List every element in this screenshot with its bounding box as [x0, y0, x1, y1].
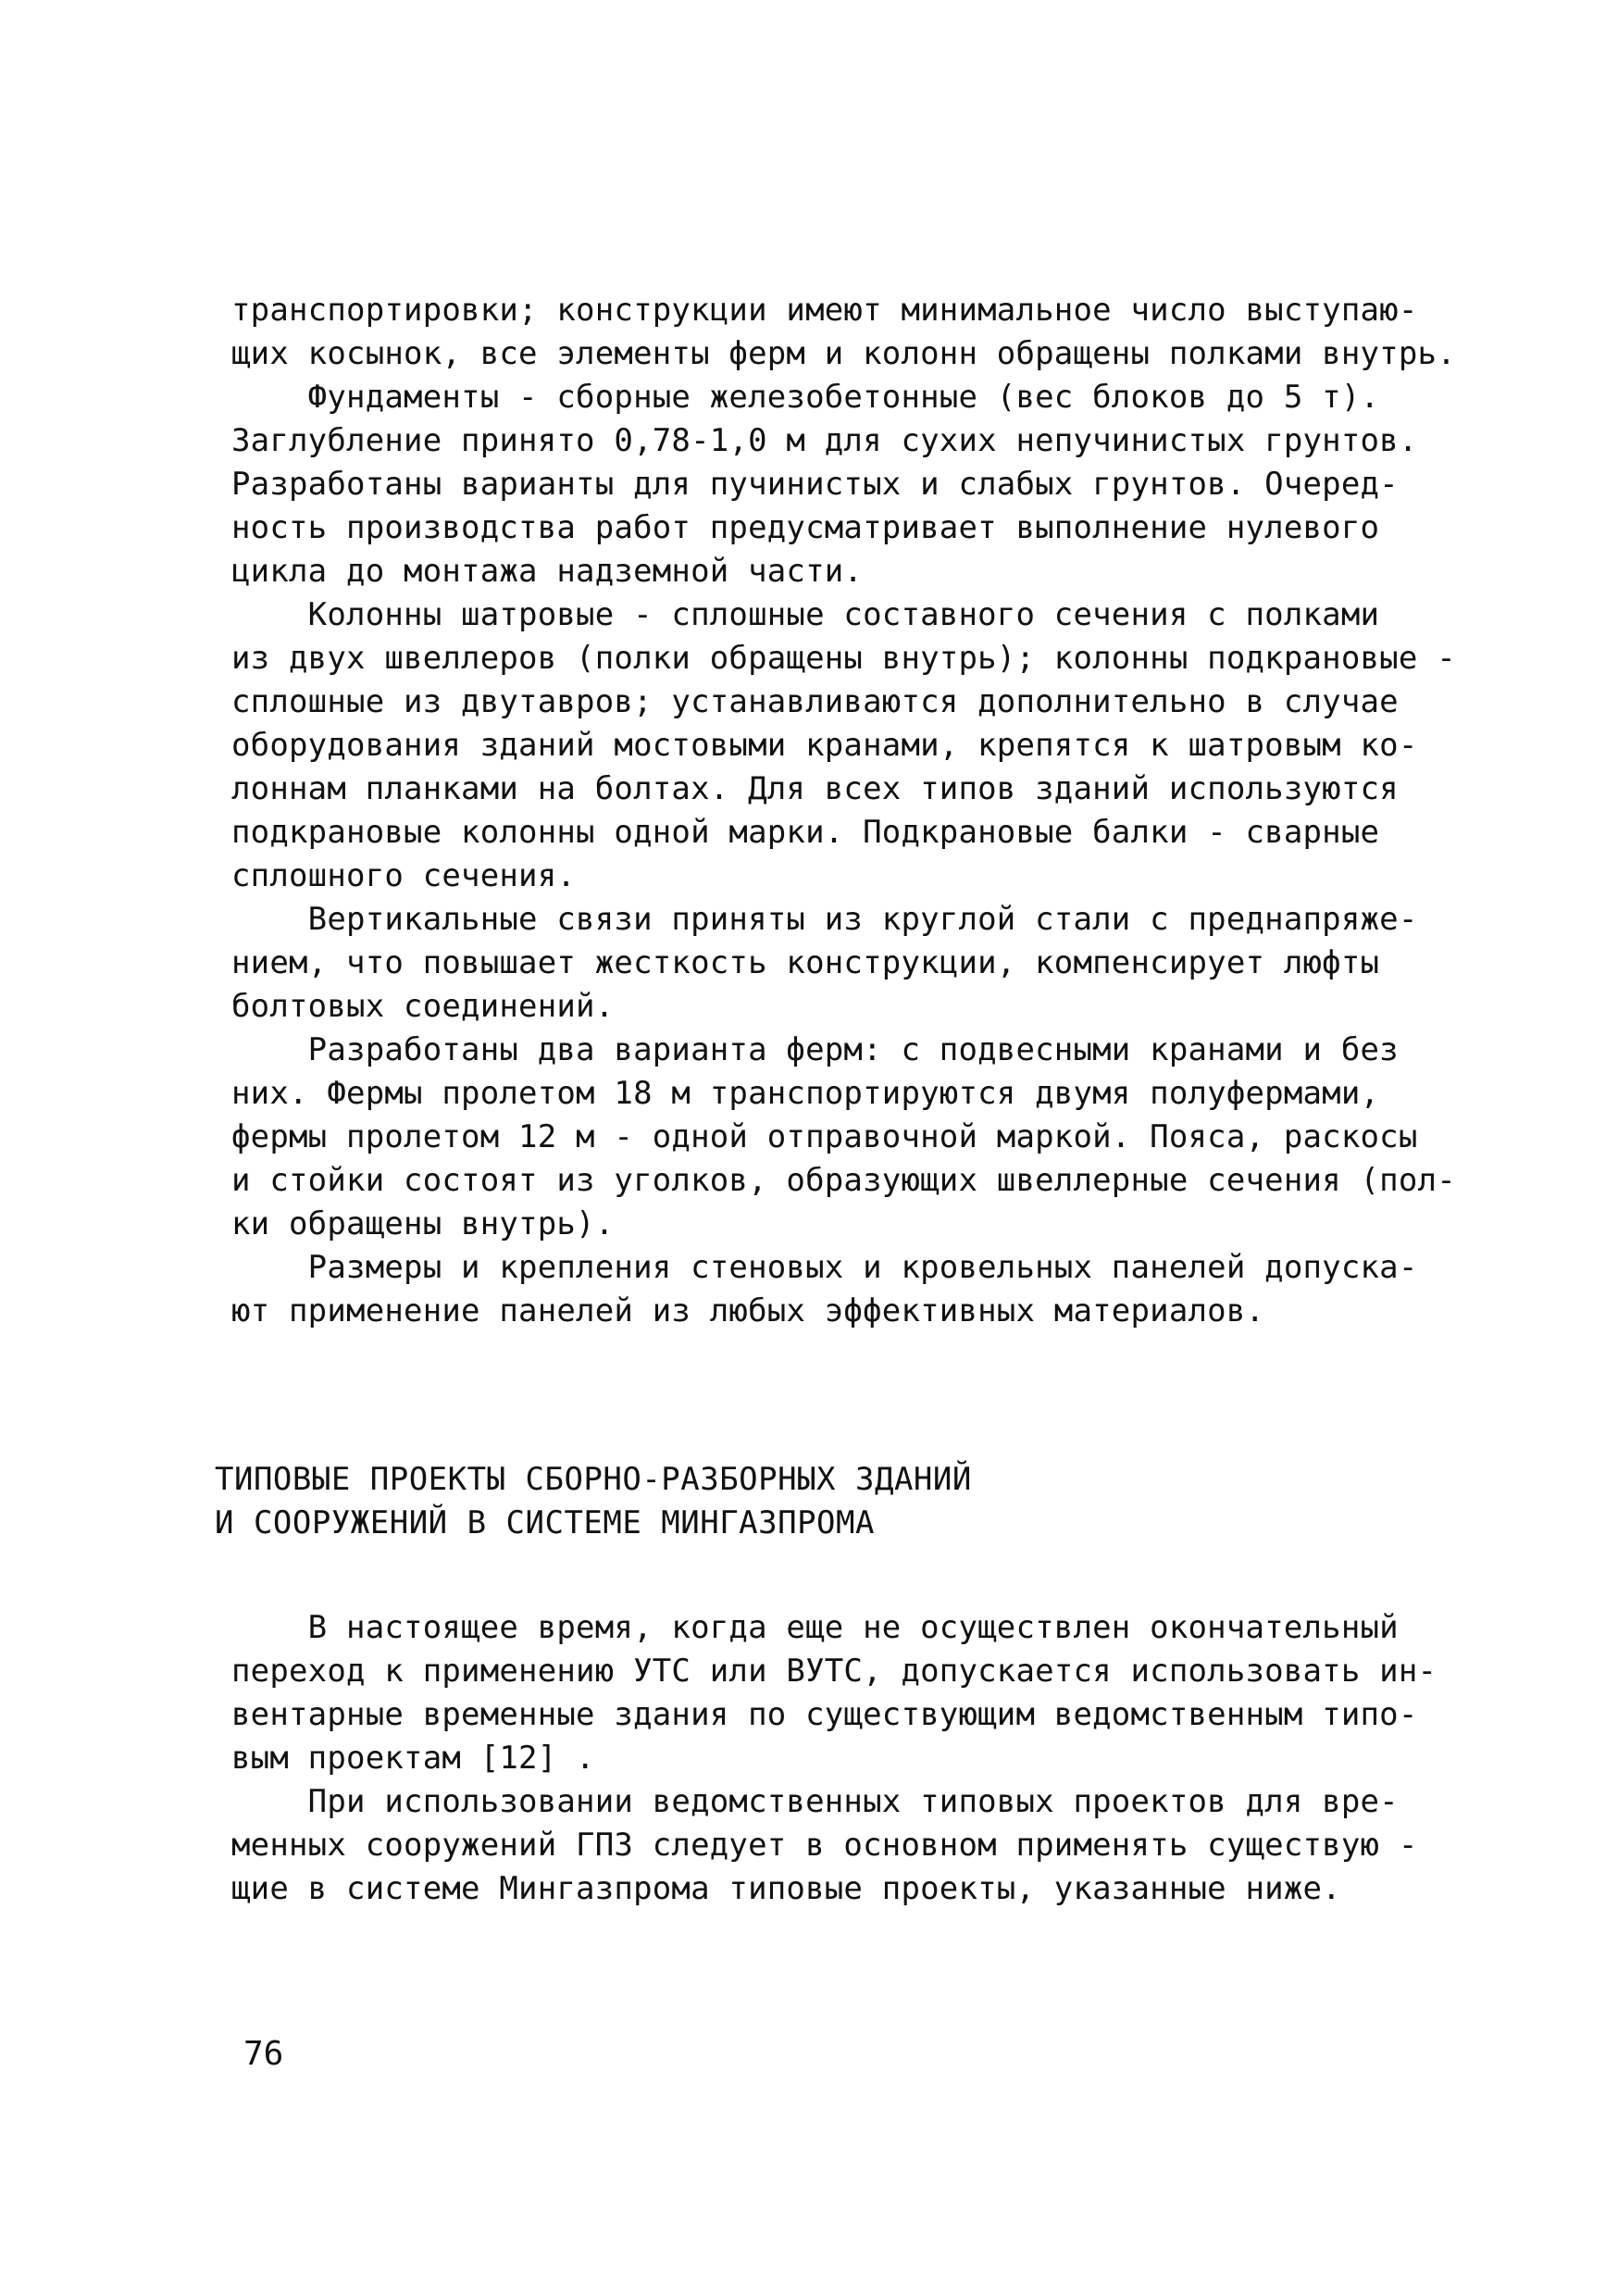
text-line: лоннам планками на болтах. Для всех типов зданий используются — [231, 770, 1399, 807]
text-line: цикла до монтажа надземной части. — [231, 553, 864, 590]
text-line: сплошного сечения. — [231, 857, 577, 894]
text-line: Заглубление принято 0,78-1,0 м для сухих непучинистых грунтов. — [231, 422, 1418, 459]
text-line: транспортировки; конструкции имеют минимальное число выступаю- — [231, 292, 1418, 329]
text-line: Размеры и крепления стеновых и кровельных панелей допуска- — [231, 1249, 1418, 1286]
text-line: ность производства работ предусматривает выполнение нулевого — [231, 509, 1380, 546]
text-line: ют применение панелей из любых эффективных материалов. — [231, 1292, 1265, 1329]
text-line: болтовых соединений. — [231, 988, 615, 1025]
text-line: Колонны шатровые - сплошные составного сечения с полками — [231, 596, 1380, 633]
text-line: подкрановые колонны одной марки. Подкрановые балки - сварные — [231, 814, 1380, 851]
text-line: Разработаны два варианта ферм: с подвесными кранами и без — [231, 1031, 1399, 1068]
page-number: 76 — [243, 2035, 284, 2073]
text-line: переход к применению УТС или ВУТС, допускается использовать ин- — [231, 1653, 1438, 1690]
text-line: Вертикальные связи приняты из круглой стали с преднапряже- — [231, 901, 1418, 938]
text-line: из двух швеллеров (полки обращены внутрь); колонны подкрановые - — [231, 640, 1456, 677]
text-line: них. Фермы пролетом 18 м транспортируются двумя полуфермами, — [231, 1075, 1380, 1112]
text-line: фермы пролетом 12 м - одной отправочной маркой. Пояса, раскосы — [231, 1118, 1418, 1155]
heading-line: ТИПОВЫЕ ПРОЕКТЫ СБОРНО-РАЗБОРНЫХ ЗДАНИЙ — [215, 1461, 972, 1498]
text-line: и стойки состоят из уголков, образующих швеллерные сечения (пол- — [231, 1162, 1456, 1199]
text-line: щие в системе Мингазпрома типовые проекты, указанные ниже. — [231, 1870, 1341, 1907]
text-line: оборудования зданий мостовыми кранами, крепятся к шатровым ко- — [231, 727, 1418, 764]
text-line: вентарные временные здания по существующим ведомственным типо- — [231, 1696, 1418, 1733]
text-line: В настоящее время, когда еще не осуществлен окончательный — [231, 1609, 1399, 1646]
text-line: При использовании ведомственных типовых проектов для вре- — [231, 1783, 1399, 1820]
text-line: менных сооружений ГПЗ следует в основном применять существую - — [231, 1827, 1418, 1864]
text-line: Фундаменты - сборные железобетонные (вес блоков до 5 т). — [231, 379, 1380, 416]
text-line: сплошные из двутавров; устанавливаются дополнительно в случае — [231, 683, 1399, 720]
text-line: Разработаны варианты для пучинистых и слабых грунтов. Очеред- — [231, 466, 1399, 503]
heading-line: И СООРУЖЕНИЙ В СИСТЕМЕ МИНГАЗПРОМА — [215, 1504, 875, 1541]
text-line: вым проектам [12] . — [231, 1740, 595, 1777]
text-line: щих косынок, все элементы ферм и колонн обращены полками внутрь. — [231, 335, 1456, 372]
text-line: нием, что повышает жесткость конструкции, компенсирует люфты — [231, 944, 1380, 981]
text-line: ки обращены внутрь). — [231, 1205, 615, 1242]
